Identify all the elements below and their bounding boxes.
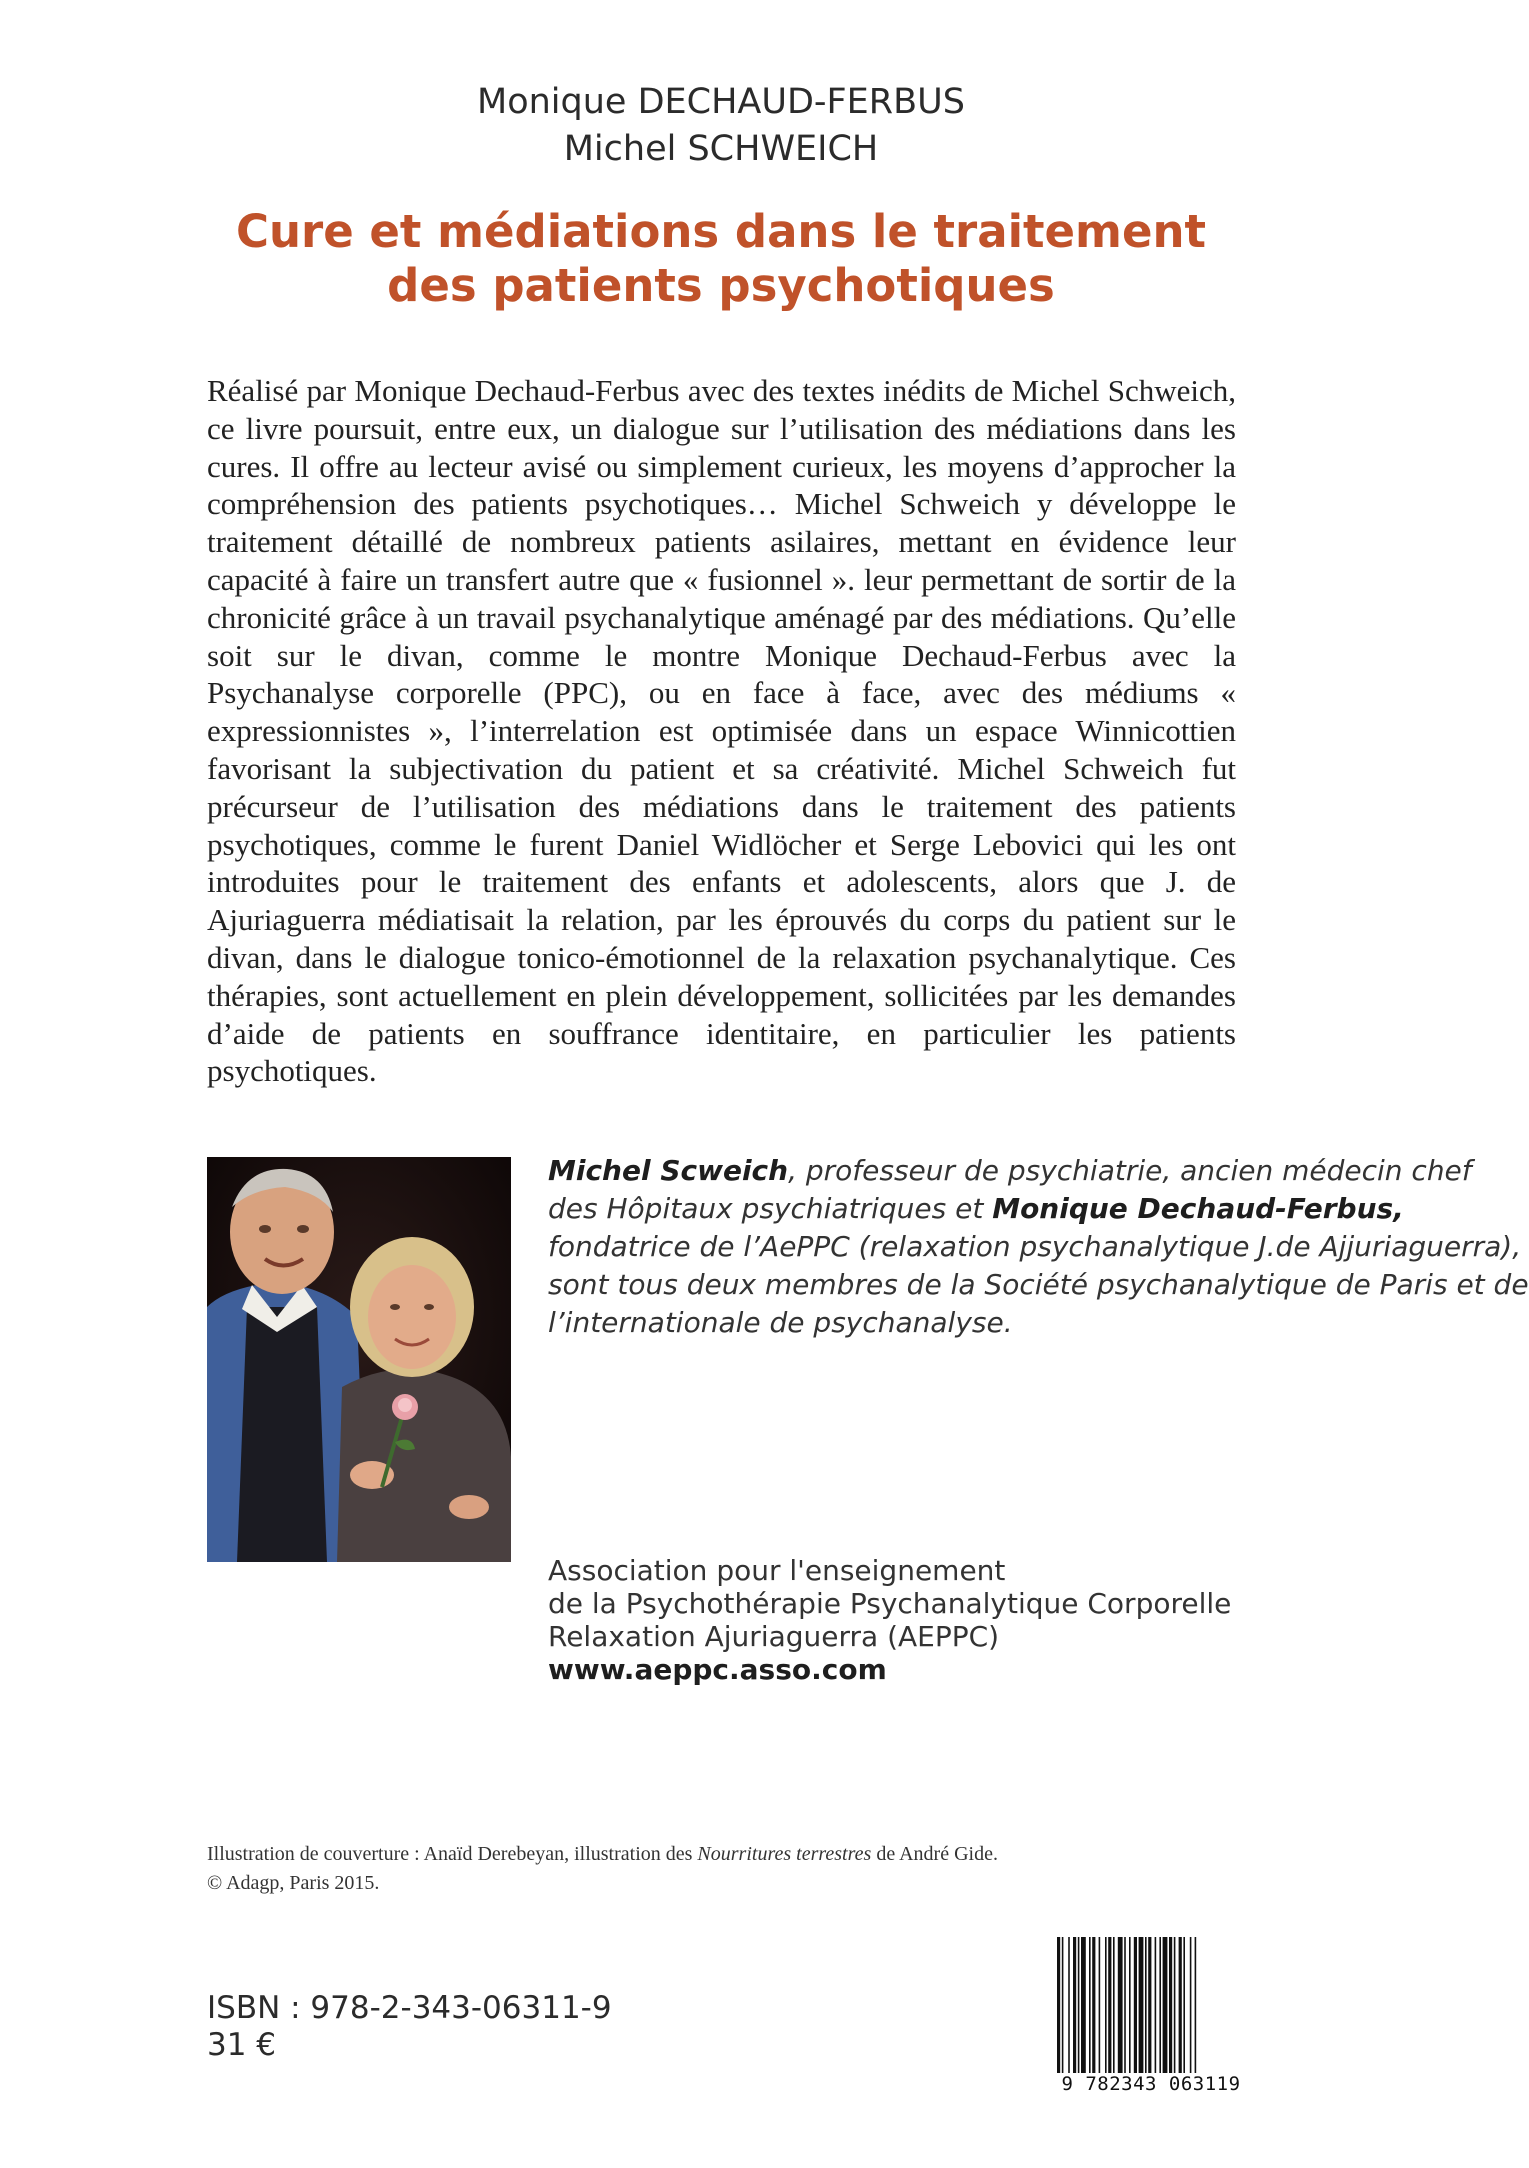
barcode-bar <box>1139 1937 1144 2073</box>
credits-suffix: de André Gide. <box>871 1843 998 1865</box>
authors-photo <box>207 1157 511 1562</box>
bio-line-4: sont tous deux membres de la Société psychanalytique de Paris et de <box>548 1268 1529 1301</box>
book-title-line-1: Cure et médiations dans le traitement <box>235 205 1207 258</box>
barcode-bar <box>1148 1937 1151 2073</box>
barcode-bar <box>1190 1937 1192 2073</box>
barcode-bar <box>1145 1937 1147 2073</box>
book-title-line-2: des patients psychotiques <box>387 259 1055 312</box>
bio-line-2 <box>548 1190 1404 1228</box>
author-1: Monique DECHAUD-FERBUS <box>477 82 965 122</box>
barcode-bar <box>1081 1937 1086 2073</box>
bio-line-3: fondatrice de l’AePPC (relaxation psychanalytique J.de Ajjuriaguerra), <box>548 1230 1522 1263</box>
bio-text-1: , professeur de psychiatrie, ancien médecin chef <box>788 1154 1472 1187</box>
barcode-bar <box>1195 1937 1197 2087</box>
bio-line-1 <box>548 1152 1472 1190</box>
barcode-bar <box>1179 1937 1182 2073</box>
barcode-bar <box>1124 1937 1126 2073</box>
bio-text-2: des Hôpitaux psychiatriques et <box>548 1192 993 1225</box>
barcode-bar <box>1105 1937 1107 2073</box>
association-url[interactable]: www.aeppc.asso.com <box>548 1653 887 1686</box>
barcode-bar <box>1092 1937 1095 2073</box>
barcode-bar <box>1078 1937 1080 2073</box>
authors-bio <box>548 1152 1529 1342</box>
barcode-bar <box>1174 1937 1176 2073</box>
credits-work: Nourritures terrestres <box>697 1843 872 1865</box>
barcode <box>1053 1937 1249 2093</box>
barcode-bar <box>1099 1937 1101 2073</box>
barcode-bar <box>1118 1937 1123 2073</box>
barcode-bar <box>1183 1937 1185 2073</box>
barcode-bar <box>1108 1937 1111 2073</box>
author-2: Michel SCHWEICH <box>563 129 879 169</box>
credits-copyright: © Adagp, Paris 2015. <box>207 1872 380 1894</box>
barcode-bar <box>1159 1937 1161 2073</box>
credits-line <box>207 1840 998 1869</box>
barcode-bar <box>1113 1937 1115 2073</box>
barcode-bar <box>1089 1937 1091 2073</box>
barcode-number: 9 782343 063119 <box>1040 2073 1262 2095</box>
barcode-bar <box>1163 1937 1168 2073</box>
bio-name-michel: Michel Scweich <box>548 1154 789 1187</box>
barcode-bar <box>1155 1937 1157 2073</box>
barcode-bar <box>1169 1937 1172 2073</box>
association-line-1: Association pour l'enseignement <box>548 1554 1006 1587</box>
barcode-bar <box>1068 1937 1070 2073</box>
bio-line-5: l’internationale de psychanalyse. <box>548 1306 1013 1339</box>
isbn-number: ISBN : 978-2-343-06311-9 <box>207 1990 612 2026</box>
book-summary <box>207 372 1236 1090</box>
barcode-bar <box>1134 1937 1137 2073</box>
price: 31 € <box>207 2027 277 2063</box>
barcode-bar <box>1057 1937 1060 2087</box>
barcode-bar <box>1062 1937 1064 2087</box>
summary-paragraph: Réalisé par Monique Dechaud-Ferbus avec des textes inédits de Michel Schweich, ce livre poursuit, entre eux, un dialogue sur l’utilisation des médiations dans les cures. Il offre au lecteur avisé ou simplement curieux, les moyens d’approcher la compréhension des patients psychotiques… Michel Schweich y développe le traitement détaillé de nombreux patients asilaires, mettant en évidence leur capacité à faire un transfert autre que « fusionnel ». leur permettant de sortir de la chronicité grâce à un travail psychanalytique aménagé par des médiations. Qu’elle soit sur le divan, comme le montre Monique Dechaud-Ferbus avec la Psychanalyse corporelle (PPC), ou en face à face, avec des médiums « expressionnistes », l’interrelation est optimisée dans un espace Winnicottien favorisant la subjectivation du patient et sa créativité. Michel Schweich fut précurseur de l’utilisation des médiations dans le traitement des patients psychotiques, comme le furent Daniel Widlöcher et Serge Lebovici qui les ont introduites pour le traitement des enfants et adolescents, alors que J. de Ajuriaguerra médiatisait la relation, par les éprouvés du corps du patient sur le divan, dans le dialogue tonico-émotionnel de la relaxation psychanalytique. Ces thérapies, sont actuellement en plein développement, sollicitées par les demandes d’aide de patients en souffrance identitaire, en particulier les patients psychotiques. <box>207 373 1236 1089</box>
bio-name-monique: Monique Dechaud-Ferbus, <box>992 1192 1404 1225</box>
barcode-bar <box>1073 1937 1076 2073</box>
credits-prefix: Illustration de couverture : Anaïd Derebeyan, illustration des <box>207 1843 698 1865</box>
barcode-bar <box>1129 1937 1131 2087</box>
association-line-3: Relaxation Ajuriaguerra (AEPPC) <box>548 1620 1000 1653</box>
association-line-2: de la Psychothérapie Psychanalytique Corporelle <box>548 1587 1232 1620</box>
association-block <box>548 1554 1231 1686</box>
isbn-block <box>207 1990 612 2064</box>
cover-credits <box>207 1840 998 1898</box>
